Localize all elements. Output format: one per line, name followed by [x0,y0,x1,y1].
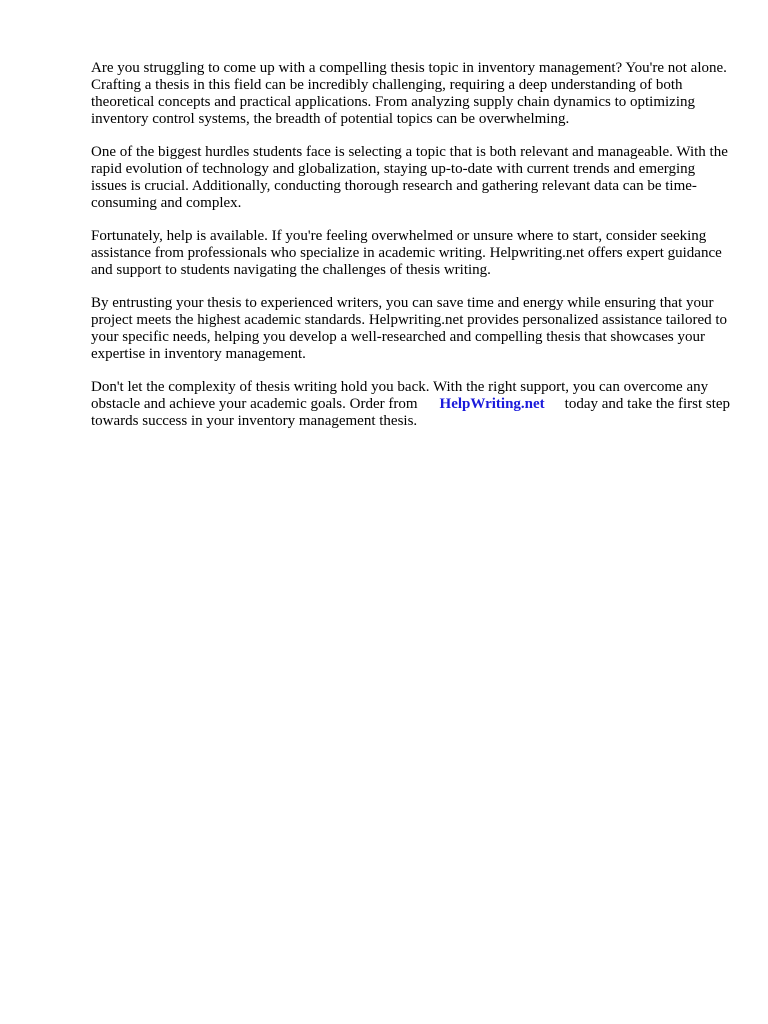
closing-text-after-link: today and take the first step towards success in your inventory management thesis. [91,396,731,429]
paragraph-hurdles: One of the biggest hurdles students face is selecting a topic that is both relevant and manageable. With the rapid evolution of technology and globalization, staying up-to-date with current trends and emerging issues is crucial. Additionally, conducting thorough research and gathering relevant data can be time-consuming and complex. [91,144,728,211]
document-body [91,60,731,446]
paragraph-entrusting: By entrusting your thesis to experienced writers, you can save time and energy while ensuring that your project meets the highest academic standards. Helpwriting.net provides personalized assistance tailored to your specific needs, helping you develop a well-researched and compelling thesis that showcases your expertise in inventory management. [91,295,728,362]
paragraph-help: Fortunately, help is available. If you're feeling overwhelmed or unsure where to start, consider seeking assistance from professionals who specialize in academic writing. Helpwriting.net offers expert guidance and support to students navigating the challenges of thesis writing. [91,228,722,278]
paragraph-closing [91,379,731,430]
closing-text-before-link: Don't let the complexity of thesis writing hold you back. With the right support, you can overcome any obstacle and achieve your academic goals. Order from [91,379,709,412]
paragraph-intro: Are you struggling to come up with a compelling thesis topic in inventory management? You're not alone. Crafting a thesis in this field can be incredibly challenging, requiring a deep understanding of both theoretical concepts and practical applications. From analyzing supply chain dynamics to optimizing inventory control systems, the breadth of potential topics can be overwhelming. [91,60,727,127]
helpwriting-link[interactable]: HelpWriting.net [439,396,545,412]
